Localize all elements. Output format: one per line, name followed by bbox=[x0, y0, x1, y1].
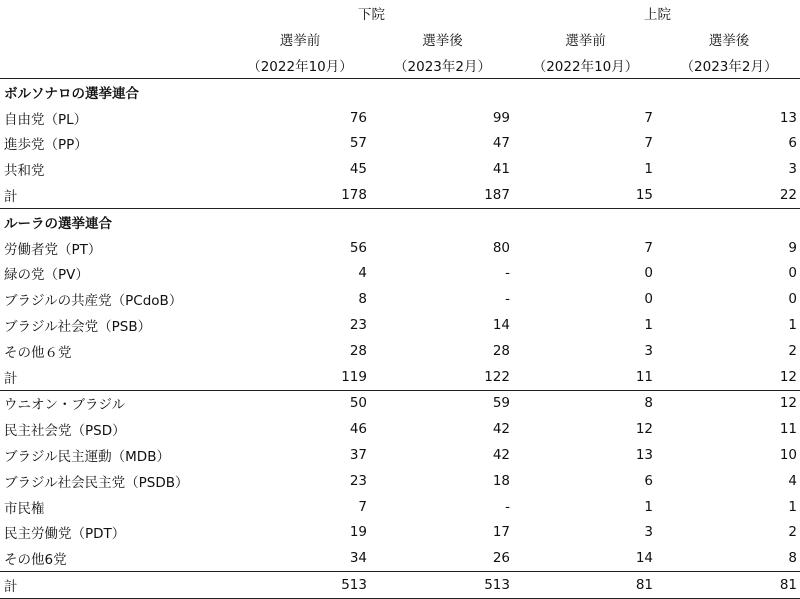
upper-before-date: （2022年10月） bbox=[513, 52, 656, 79]
lower-house-header: 下院 bbox=[358, 7, 385, 23]
party-row-value-1: 17 bbox=[492, 524, 510, 541]
grand-total-row-value-1: 513 bbox=[370, 572, 513, 599]
party-row bbox=[0, 494, 800, 520]
party-row-value-0: 23 bbox=[349, 472, 367, 489]
party-row-value-2: 3 bbox=[644, 342, 653, 359]
party-row-label: 緑の党（PV） bbox=[4, 267, 89, 284]
party-row-value-1: 42 bbox=[492, 421, 510, 438]
party-row-value-3: 13 bbox=[779, 109, 797, 126]
party-row-label: ブラジル民主運動（MDB） bbox=[4, 449, 170, 466]
grand-total-row bbox=[0, 572, 800, 599]
grand-total-row-label: 計 bbox=[0, 572, 228, 599]
party-row-value-1: 59 bbox=[492, 395, 510, 412]
party-row-value-0: 19 bbox=[349, 524, 367, 541]
party-row bbox=[0, 442, 800, 468]
lower-after-header: 選挙後 bbox=[422, 33, 463, 49]
party-row-value-1: 47 bbox=[492, 135, 510, 152]
table-body bbox=[0, 79, 800, 599]
subtotal-row-value-2: 15 bbox=[513, 182, 656, 208]
party-row bbox=[0, 416, 800, 442]
party-row-value-0: 34 bbox=[349, 550, 367, 567]
party-row-value-3: 0 bbox=[788, 265, 797, 282]
party-row-value-3: 2 bbox=[788, 524, 797, 541]
subtotal-row bbox=[0, 182, 800, 208]
party-row-value-3: 1 bbox=[788, 498, 797, 515]
party-row-value-0: 50 bbox=[349, 395, 367, 412]
section-title-label: ボルソナロの選挙連合 bbox=[4, 85, 139, 102]
party-row bbox=[0, 390, 800, 416]
lower-after-date: （2023年2月） bbox=[370, 52, 513, 79]
header-blank bbox=[0, 0, 228, 26]
party-row-label: ブラジルの共産党（PCdoB） bbox=[4, 293, 183, 310]
party-row-value-1: 26 bbox=[492, 550, 510, 567]
lower-before-date: （2022年10月） bbox=[228, 52, 370, 79]
party-row-value-0: 4 bbox=[358, 265, 367, 282]
party-row-value-2: 7 bbox=[644, 109, 653, 126]
party-row-label: 労働者党（PT） bbox=[4, 241, 102, 258]
party-row-value-1: 99 bbox=[492, 109, 510, 126]
party-row-value-3: 1 bbox=[788, 317, 797, 334]
party-row-value-2: 13 bbox=[635, 447, 653, 464]
party-row-value-2: 7 bbox=[644, 239, 653, 256]
party-row-value-0: 23 bbox=[349, 317, 367, 334]
party-row bbox=[0, 338, 800, 364]
party-row-value-2: 7 bbox=[644, 135, 653, 152]
party-row-value-0: 37 bbox=[349, 447, 367, 464]
party-row bbox=[0, 468, 800, 494]
party-row-value-2: 6 bbox=[644, 472, 653, 489]
party-row-value-0: 46 bbox=[349, 421, 367, 438]
party-row bbox=[0, 286, 800, 312]
party-row-value-2: 12 bbox=[635, 421, 653, 438]
section-title bbox=[0, 208, 800, 234]
party-row-value-1: - bbox=[505, 498, 510, 515]
party-row-label: その他６党 bbox=[4, 344, 72, 361]
party-row-value-0: 45 bbox=[349, 161, 367, 178]
party-row-value-1: 18 bbox=[492, 472, 510, 489]
party-row-value-0: 57 bbox=[349, 135, 367, 152]
party-row-label: 市民権 bbox=[4, 500, 45, 517]
party-row-value-1: 41 bbox=[492, 161, 510, 178]
party-row-value-2: 8 bbox=[644, 395, 653, 412]
grand-total-row-value-0: 513 bbox=[228, 572, 370, 599]
party-row-label: 共和党 bbox=[4, 163, 45, 180]
party-row-value-0: 28 bbox=[349, 342, 367, 359]
party-row bbox=[0, 520, 800, 546]
party-row-value-3: 6 bbox=[788, 135, 797, 152]
party-row bbox=[0, 312, 800, 338]
table-header bbox=[0, 0, 800, 79]
party-row-label: その他6党 bbox=[4, 552, 67, 569]
party-row-value-1: 14 bbox=[492, 317, 510, 334]
party-row-value-1: 80 bbox=[492, 239, 510, 256]
party-row-label: ウニオン・ブラジル bbox=[4, 397, 126, 414]
party-row-value-2: 14 bbox=[635, 550, 653, 567]
upper-before-header: 選挙前 bbox=[565, 33, 606, 49]
party-row-value-2: 0 bbox=[644, 291, 653, 308]
party-row-label: ブラジル社会民主党（PSDB） bbox=[4, 474, 189, 491]
party-row-value-2: 1 bbox=[644, 317, 653, 334]
party-row-value-0: 56 bbox=[349, 239, 367, 256]
subtotal-row-value-1: 187 bbox=[370, 182, 513, 208]
party-row-label: 民主社会党（PSD） bbox=[4, 423, 126, 440]
party-row-value-0: 7 bbox=[358, 498, 367, 515]
lower-before-header: 選挙前 bbox=[279, 33, 321, 49]
subtotal-row-label: 計 bbox=[0, 182, 228, 208]
party-row-value-0: 8 bbox=[358, 291, 367, 308]
party-row-value-3: 2 bbox=[788, 342, 797, 359]
party-row-value-3: 10 bbox=[779, 447, 797, 464]
subtotal-row-value-3: 22 bbox=[656, 182, 800, 208]
party-row bbox=[0, 235, 800, 261]
party-row-value-3: 8 bbox=[788, 550, 797, 567]
party-row bbox=[0, 131, 800, 157]
subtotal-row-label: 計 bbox=[0, 364, 228, 390]
party-row-value-3: 9 bbox=[788, 239, 797, 256]
subtotal-row-value-1: 122 bbox=[370, 364, 513, 390]
section-title bbox=[0, 79, 800, 105]
party-row-value-3: 4 bbox=[788, 472, 797, 489]
subtotal-row-value-3: 12 bbox=[656, 364, 800, 390]
party-row-label: 民主労働党（PDT） bbox=[4, 526, 126, 543]
party-row-value-2: 0 bbox=[644, 265, 653, 282]
party-row-value-1: 42 bbox=[492, 447, 510, 464]
party-row bbox=[0, 261, 800, 287]
party-row-value-3: 12 bbox=[779, 395, 797, 412]
party-row-value-3: 3 bbox=[788, 161, 797, 178]
upper-house-header: 上院 bbox=[644, 7, 671, 23]
party-row bbox=[0, 105, 800, 131]
upper-after-date: （2023年2月） bbox=[656, 52, 800, 79]
party-row-label: 自由党（PL） bbox=[4, 111, 88, 128]
party-row-label: ブラジル社会党（PSB） bbox=[4, 319, 152, 336]
section-title-label: ルーラの選挙連合 bbox=[4, 215, 112, 232]
party-row-value-0: 76 bbox=[349, 109, 367, 126]
party-row-label: 進歩党（PP） bbox=[4, 137, 88, 154]
party-row-value-1: 28 bbox=[492, 342, 510, 359]
party-row-value-2: 3 bbox=[644, 524, 653, 541]
subtotal-row-value-2: 11 bbox=[513, 364, 656, 390]
party-row-value-2: 1 bbox=[644, 498, 653, 515]
upper-after-header: 選挙後 bbox=[708, 33, 750, 49]
subtotal-row bbox=[0, 364, 800, 390]
subtotal-row-value-0: 178 bbox=[228, 182, 370, 208]
party-row-value-2: 1 bbox=[644, 161, 653, 178]
party-row-value-1: - bbox=[505, 265, 510, 282]
party-row-value-3: 0 bbox=[788, 291, 797, 308]
party-row bbox=[0, 545, 800, 571]
grand-total-row-value-2: 81 bbox=[513, 572, 656, 599]
party-row bbox=[0, 156, 800, 182]
party-row-value-3: 11 bbox=[779, 421, 797, 438]
subtotal-row-value-0: 119 bbox=[228, 364, 370, 390]
party-row-value-1: - bbox=[505, 291, 510, 308]
grand-total-row-value-3: 81 bbox=[656, 572, 800, 599]
